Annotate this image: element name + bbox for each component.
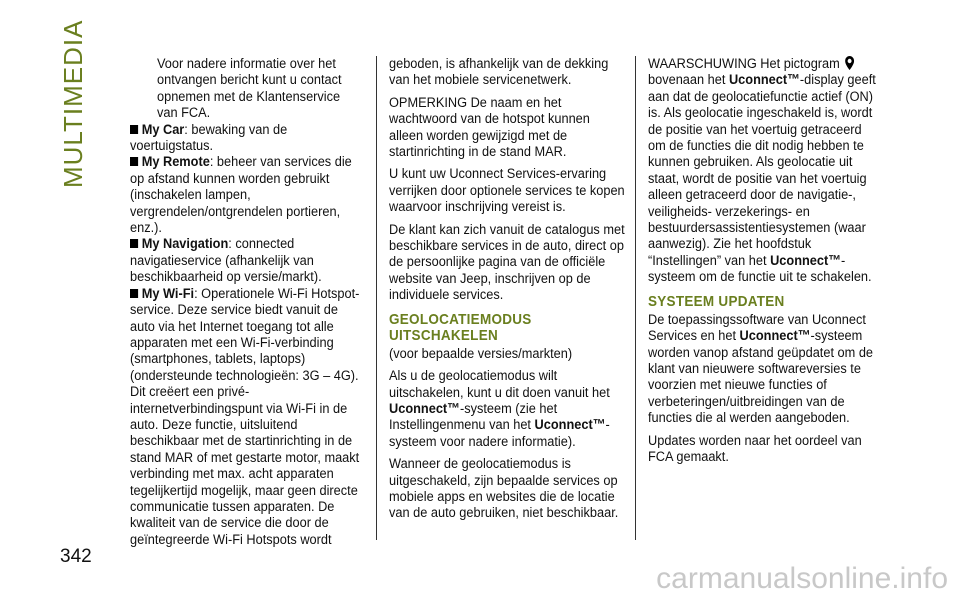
paragraph: Als u de geolocatiemodus wilt uitschakelen, kunt u dit doen vanuit het Uconnect™-systeem (zie het Instellingenmenu van het Uconnect™-systeem voor nadere informatie). (389, 368, 610, 450)
square-bullet-icon (130, 125, 138, 134)
paragraph: Updates worden naar het oordeel van FCA gemaakt. (648, 432, 862, 465)
paragraph: Wanneer de geolocatiemodus is uitgeschakeld, zijn bepaalde services op mobiele apps en websites die de locatie van de auto gebruiken, niet beschikbaar. (389, 456, 619, 522)
square-bullet-icon (130, 157, 138, 166)
side-title: MULTIMEDIA (58, 19, 88, 188)
column-1 (130, 56, 362, 548)
location-pin-icon (845, 56, 854, 70)
paragraph: U kunt uw Uconnect Services-ervaring verrijken door optionele services te kopen waarvoor inschrijving vereist is. (389, 166, 625, 216)
list-item-my-navigation: My Navigation: connected navigatieservice (afhankelijk van beschikbaarheid op versie/markt). (130, 236, 322, 286)
square-bullet-icon (130, 289, 138, 298)
paragraph: De klant kan zich vanuit de catalogus met beschikbare services in de auto, direct op de persoonlijke pagina van de officiële website van Jeep, inschrijven op de individuele services. (389, 221, 625, 304)
list-item-my-car: My Car: bewaking van de voertuigstatus. (130, 121, 288, 155)
column-2 (389, 56, 625, 528)
page-number: 342 (60, 546, 92, 567)
paragraph: (voor bepaalde versies/markten) (389, 345, 573, 362)
intro-block: Voor nadere informatie over het ontvangen bericht kunt u contact opnemen met de Klantenservice van FCA. (157, 56, 342, 122)
paragraph: De toepassingssoftware van Uconnect Services en het Uconnect™-systeem worden vanop afstand geüpdatet om de klant van nieuwere softwareversies te voorzien met nieuwe functies of verbeteringen/uitbreidingen van de functies die al werden aangeboden. (648, 311, 874, 427)
square-bullet-icon (130, 239, 138, 248)
paragraph: geboden, is afhankelijk van de dekking van het mobiele servicenetwerk. (389, 56, 609, 89)
section-heading-system-update: SYSTEEM UPDATEN (648, 292, 785, 310)
column-divider (635, 56, 636, 540)
section-heading-geolocation: GEOLOCATIEMODUS UITSCHAKELEN (389, 310, 532, 344)
paragraph: OPMERKING De naam en het wachtwoord van de hotspot kunnen alleen worden gewijzigd met de startinrichting in de stand MAR. (389, 94, 590, 161)
list-item-my-wifi: My Wi-Fi: Operationele Wi-Fi Hotspot-service. Deze service biedt vanuit de auto via het Internet toegang tot alle apparaten met een Wi-Fi-verbinding (smartphones, tablets, laptops) (ondersteunde technologieën: 3G – 4G). Dit creëert een privé-internetverbindingspunt via Wi-Fi in de auto. Deze functie, uitsluitend beschikbaar met de startinrichting in de stand MAR of met gestarte motor, maakt verbinding met max. acht apparaten tegelijkertijd mogelijk, maar geen directe communicatie tussen apparaten. De kwaliteit van de service die door de geïntegreerde Wi-Fi Hotspots wordt (130, 285, 360, 548)
watermark: carmanualsonline.info (656, 562, 948, 595)
paragraph: WAARSCHUWING Het pictogram bovenaan het Uconnect™-display geeft aan dat de geolocatiefunctie actief (ON) is. Als geolocatie ingeschakeld is, wordt de positie van het voertuig getraceerd om de functies die dit nodig hebben te kunnen gebruiken. Als geolocatie uit staat, wordt de positie van het voertuig alleen getraceerd door de navigatie-, veiligheids- verzekerings- en bestuurdersassistentiesystemen (waar aanwezig). Zie het hoofdstuk “Instellingen” van het Uconnect™-systeem om de functie uit te schakelen. (648, 56, 876, 286)
column-3 (648, 56, 880, 471)
list-item-my-remote: My Remote: beheer van services die op afstand kunnen worden gebruikt (inschakelen lampen, vergrendelen/ontgrendelen portieren, enz.). (130, 154, 352, 237)
column-divider (376, 56, 377, 540)
